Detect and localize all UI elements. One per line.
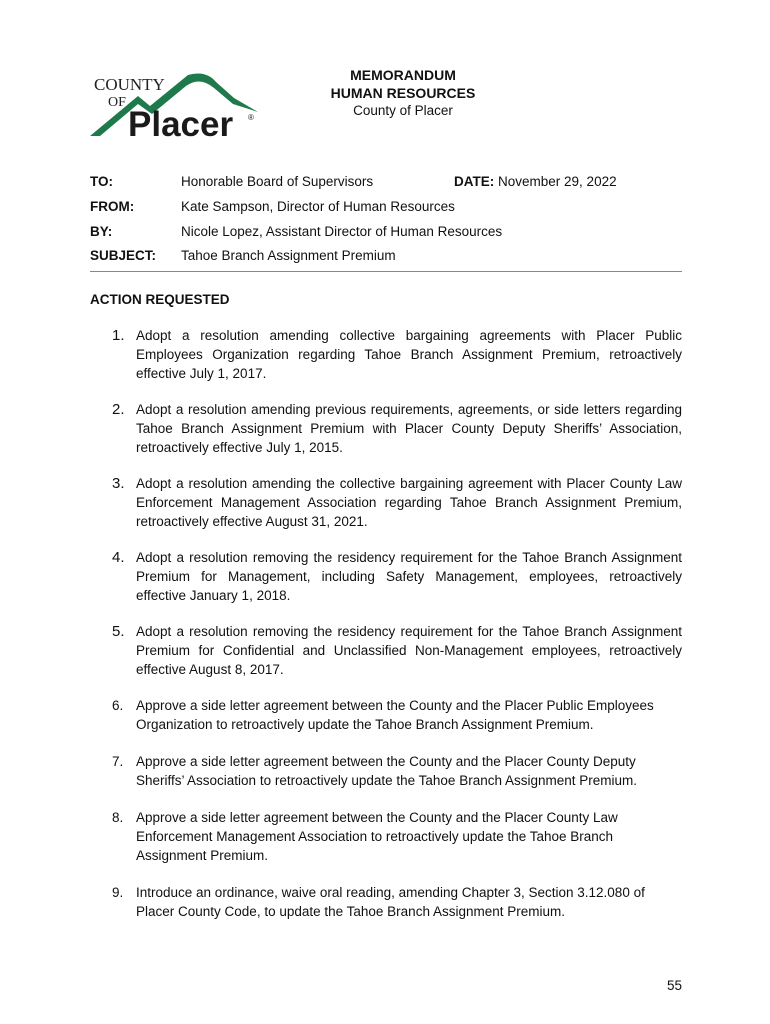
list-item <box>90 548 682 605</box>
list-item <box>90 696 682 734</box>
item-text: Introduce an ordinance, waive oral reading, amending Chapter 3, Section 3.12.080 of Placer County Code, to update the Tahoe Branch Assignment Premium. <box>136 885 645 919</box>
item-number: 6. <box>112 698 124 713</box>
item-text: Approve a side letter agreement between the County and the Placer Public Employees Organization to retroactively update the Tahoe Branch Assignment Premium. <box>136 698 654 732</box>
item-number: 3. <box>112 475 125 492</box>
logo-registered-mark: ® <box>248 113 254 122</box>
header-divider <box>90 271 682 272</box>
action-list <box>90 326 682 921</box>
item-number: 8. <box>112 810 124 825</box>
list-item <box>90 326 682 383</box>
item-text: Approve a side letter agreement between the County and the Placer County Law Enforcement Management Association to retroactively update the Tahoe Branch Assignment Premium. <box>136 810 618 863</box>
item-number: 7. <box>112 754 124 769</box>
memo-heading <box>290 66 516 120</box>
action-requested-title: ACTION REQUESTED <box>90 292 230 307</box>
item-text: Adopt a resolution amending the collective bargaining agreement with Placer County Law Enforcement Management Association regarding Tahoe Branch Assignment Premium, retroactively effective August 31, 2021. <box>136 476 682 529</box>
item-number: 9. <box>112 885 124 900</box>
county-of-placer-logo <box>88 70 260 152</box>
to-label: TO: <box>90 174 113 189</box>
list-item <box>90 622 682 679</box>
list-item <box>90 474 682 531</box>
from-value: Kate Sampson, Director of Human Resources <box>181 199 455 214</box>
subject-label: SUBJECT: <box>90 248 157 263</box>
list-item <box>90 752 682 790</box>
list-item <box>90 883 682 921</box>
item-text: Adopt a resolution amending previous requirements, agreements, or side letters regarding Tahoe Branch Assignment Premium with Placer County Deputy Sheriffs’ Association, retroactively effective July 1, 2015. <box>136 402 682 455</box>
logo-placer-text: Placer <box>128 105 234 144</box>
list-item <box>90 400 682 457</box>
item-number: 1. <box>112 327 125 344</box>
to-value: Honorable Board of Supervisors <box>181 174 374 189</box>
memo-department: HUMAN RESOURCES <box>330 85 476 101</box>
logo-county-text: COUNTY <box>94 75 165 94</box>
date-field <box>454 173 617 190</box>
date-value: November 29, 2022 <box>498 174 617 189</box>
list-item <box>90 808 682 865</box>
item-number: 2. <box>112 401 125 418</box>
memo-org: County of Placer <box>353 103 453 118</box>
item-text: Adopt a resolution removing the residency requirement for the Tahoe Branch Assignment Premium for Management, including Safety Management, employees, retroactively effective January 1, 2018. <box>136 550 682 603</box>
by-label: BY: <box>90 224 113 239</box>
item-text: Adopt a resolution amending collective bargaining agreements with Placer Public Employees Organization regarding Tahoe Branch Assignment Premium, retroactively effective July 1, 2017. <box>136 328 682 381</box>
memo-title: MEMORANDUM <box>350 67 456 83</box>
item-number: 5. <box>112 623 125 640</box>
subject-value: Tahoe Branch Assignment Premium <box>181 248 396 263</box>
item-text: Approve a side letter agreement between the County and the Placer County Deputy Sheriffs’ Association to retroactively update the Tahoe Branch Assignment Premium. <box>136 754 638 788</box>
logo-of-text: OF <box>108 95 126 110</box>
item-number: 4. <box>112 549 125 566</box>
page-number: 55 <box>666 978 682 993</box>
placer-logo-graphic <box>88 70 260 152</box>
by-value: Nicole Lopez, Assistant Director of Human Resources <box>181 224 503 239</box>
item-text: Adopt a resolution removing the residency requirement for the Tahoe Branch Assignment Premium for Confidential and Unclassified Non-Management employees, retroactively effective August 8, 2017. <box>136 624 682 677</box>
from-label: FROM: <box>90 199 135 214</box>
date-label: DATE: <box>454 174 495 189</box>
